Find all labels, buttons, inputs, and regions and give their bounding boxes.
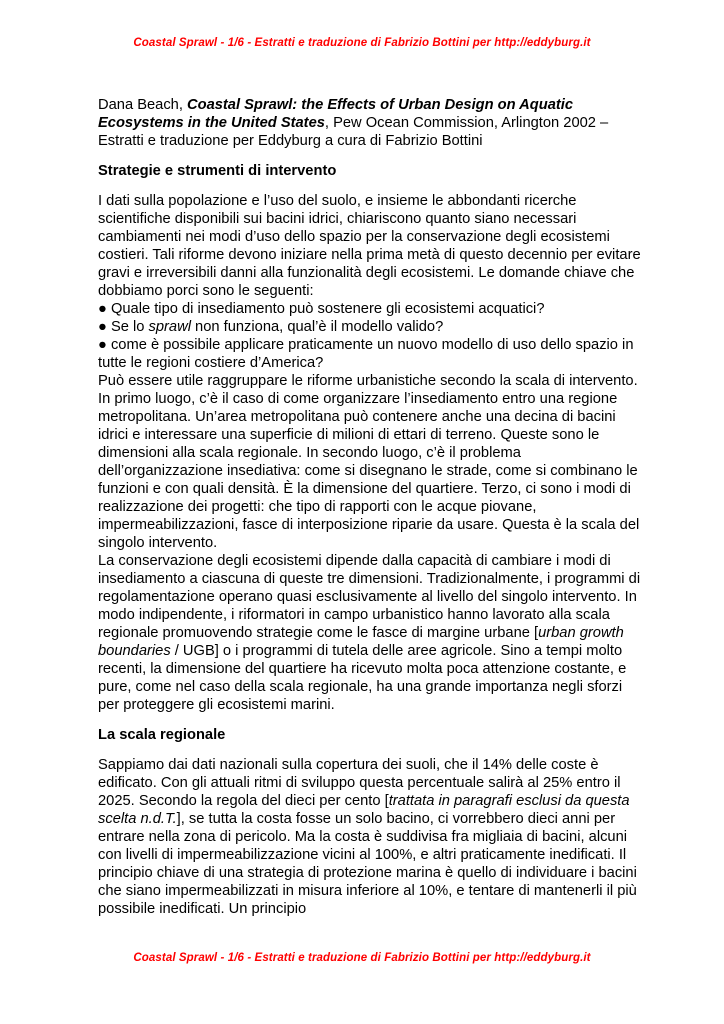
text-run: La scala regionale [98, 727, 226, 743]
blank-line [98, 180, 643, 192]
blank-line [98, 744, 643, 756]
paragraph [98, 552, 643, 714]
document-body [98, 96, 643, 918]
text-run: ], se tutta la costa fosse un solo bacino, ci vorrebbero dieci anni per entrare nella zona di pericolo. Ma la costa è suddivisa fra migliaia di bacini, alcuni con livelli di impermeabilizzazione vicini al 100%, e altri praticamente inedificati. Il principio chiave di una strategia di protezione marina è quello di individuare i bacini che siano impermeabilizzati in misura inferiore al 10%, e tentare di mantenerli il più possibile inedificati. Un principio [98, 811, 637, 917]
text-run: Coastal Sprawl: the Effects of Urban Design on Aquatic Ecosystems in the United States [98, 97, 574, 131]
blank-line [98, 150, 643, 162]
text-run: non funziona, qual’è il modello valido? [190, 319, 444, 335]
paragraph [98, 756, 643, 918]
text-run: , Pew Ocean Commission, Arlington 2002 – Estratti e traduzione per Eddyburg a cura di Fabrizio Bottini [98, 115, 609, 149]
text-run: ● Quale tipo di insediamento può sostenere gli ecosistemi acquatici? [98, 301, 545, 317]
text-run: Strategie e strumenti di intervento [98, 163, 337, 179]
section-heading [98, 726, 643, 744]
bullet-item [98, 300, 643, 318]
text-run: / UGB] o i programmi di tutela delle aree agricole. Sino a tempi molto recenti, la dimensione del quartiere ha ricevuto molta poca attenzione costante, e pure, come nel caso della scala regionale, ha una grande importanza negli sforzi per proteggere gli ecosistemi marini. [98, 643, 627, 713]
paragraph [98, 372, 643, 552]
text-run: La conservazione degli ecosistemi dipende dalla capacità di cambiare i modi di insediamento a ciascuna di queste tre dimensioni. Tradizionalmente, i programmi di regolamentazione operano quasi esclusivamente al livello del singolo intervento. In modo indipendente, i riformatori in campo urbanistico hanno lavorato alla scala regionale promuovendo strategie come le fasce di margine urbane [ [98, 553, 641, 641]
text-run: Dana Beach, [98, 97, 187, 113]
text-run: sprawl [148, 319, 191, 335]
text-run: ● come è possibile applicare praticamente un nuovo modello di uso dello spazio in tutte le regioni costiere d’America? [98, 337, 634, 371]
blank-line [98, 714, 643, 726]
bullet-item [98, 336, 643, 372]
text-run: trattata in paragrafi esclusi da questa scelta n.d.T. [98, 793, 630, 827]
text-run: Può essere utile raggruppare le riforme urbanistiche secondo la scala di intervento. In primo luogo, c’è il caso di come organizzare l’insediamento entro una regione metropolitana. Un’area metropolitana può contenere anche una decina di bacini idrici e interessare una superficie di milioni di ettari di terreno. Queste sono le dimensioni alla scala regionale. In secondo luogo, c’è il problema dell’organizzazione insediativa: come si disegnano le strade, come si combinano le funzioni e con quali densità. È la dimensione del quartiere. Terzo, ci sono i modi di realizzazione dei progetti: che tipo di rapporti con le acque piovane, impermeabilizzazioni, fasce di interposizione riparie da usare. Questa è la scala del singolo intervento. [98, 373, 640, 551]
text-run: ● Se lo [98, 319, 149, 335]
paragraph [98, 192, 643, 300]
paragraph [98, 96, 643, 150]
text-run: Sappiamo dai dati nazionali sulla copertura dei suoli, che il 14% delle coste è edificato. Con gli attuali ritmi di sviluppo questa percentuale salirà al 25% entro il 2025. Secondo la regola del dieci per cento [ [98, 757, 621, 809]
text-run: I dati sulla popolazione e l’uso del suolo, e insieme le abbondanti ricerche scientifiche disponibili sui bacini idrici, chiariscono quanto siano necessari cambiamenti nei modi d’uso dello spazio per la conservazione degli ecosistemi costieri. Tali riforme devono iniziare nella prima metà di questo decennio per evitare gravi e irreversibili danni alla funzionalità degli ecosistemi. Le domande chiave che dobbiamo porci sono le seguenti: [98, 193, 641, 299]
page-footer: Coastal Sprawl - 1/6 - Estratti e traduzione di Fabrizio Bottini per http://eddyburg.it [133, 952, 591, 964]
page-header: Coastal Sprawl - 1/6 - Estratti e traduzione di Fabrizio Bottini per http://eddyburg.it [133, 37, 591, 49]
section-heading [98, 162, 643, 180]
bullet-item [98, 318, 643, 336]
text-run: urban growth boundaries [98, 625, 624, 659]
